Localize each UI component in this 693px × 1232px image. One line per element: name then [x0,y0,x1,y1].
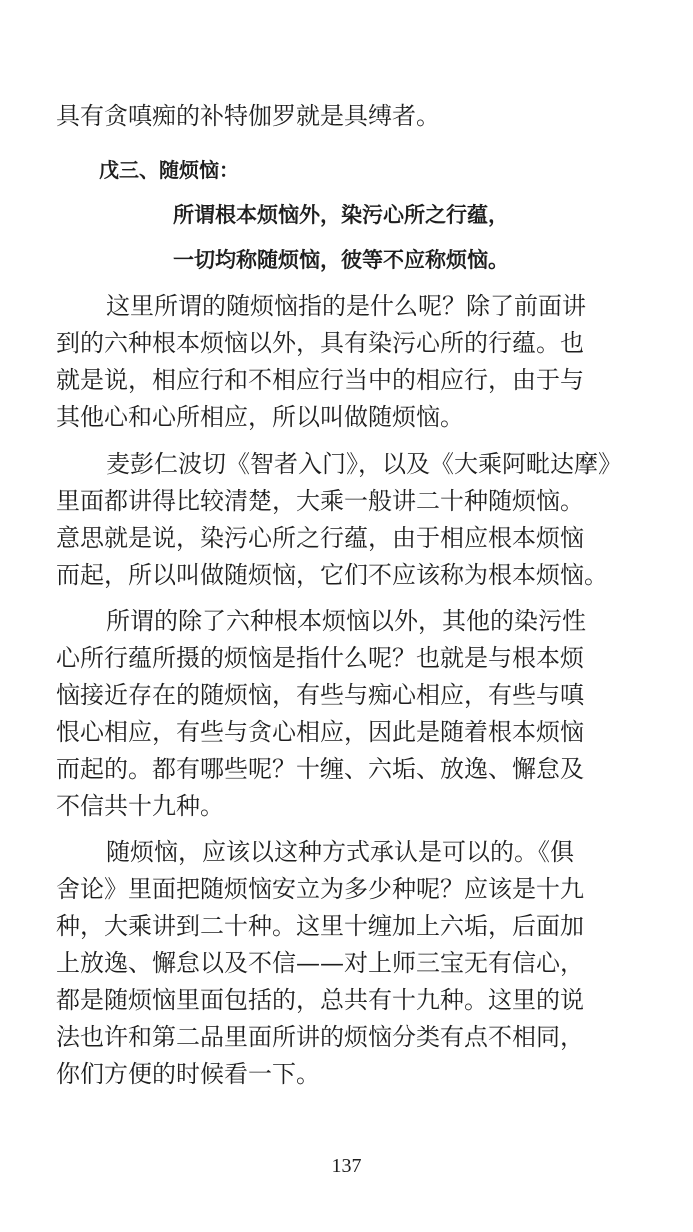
paragraph-line: 其他心和心所相应，所以叫做随烦恼。 [56,403,464,431]
paragraph-line: 到的六种根本烦恼以外，具有染污心所的行蕴。也 [56,329,584,357]
paragraph-line: 意思就是说，染污心所之行蕴，由于相应根本烦恼 [56,524,584,552]
continuation-line: 具有贪嗔痴的补特伽罗就是具缚者。 [56,102,440,130]
paragraph-line: 舍论》里面把随烦恼安立为多少种呢？应该是十九 [56,875,584,903]
paragraph-line: 所谓的除了六种根本烦恼以外，其他的染污性 [106,607,586,635]
paragraph-line: 心所行蕴所摄的烦恼是指什么呢？也就是与根本烦 [56,644,584,672]
paragraph-line: 就是说，相应行和不相应行当中的相应行，由于与 [56,366,584,394]
paragraph-line: 恨心相应，有些与贪心相应，因此是随着根本烦恼 [56,718,584,746]
page-number: 137 [331,1155,362,1177]
paragraph-line: 都是随烦恼里面包括的，总共有十九种。这里的说 [56,986,584,1014]
paragraph-line: 随烦恼，应该以这种方式承认是可以的。《俱 [106,838,574,866]
paragraph-line: 而起的。都有哪些呢？十缠、六垢、放逸、懈怠及 [56,755,584,783]
paragraph-line: 恼接近存在的随烦恼，有些与痴心相应，有些与嗔 [56,681,584,709]
paragraph-line: 这里所谓的随烦恼指的是什么呢？除了前面讲 [106,292,586,320]
verse-line: 一切均称随烦恼，彼等不应称烦恼。 [173,248,509,272]
paragraph-line: 不信共十九种。 [56,792,224,820]
paragraph-line: 麦彭仁波切《智者入门》，以及《大乘阿毗达摩》 [106,450,622,478]
section-heading: 戊三、随烦恼： [99,158,239,182]
paragraph-line: 法也许和第二品里面所讲的烦恼分类有点不相同， [56,1023,584,1051]
paragraph-line: 里面都讲得比较清楚，大乘一般讲二十种随烦恼。 [56,487,584,515]
paragraph-line: 你们方便的时候看一下。 [56,1060,320,1088]
paragraph-line: 而起，所以叫做随烦恼，它们不应该称为根本烦恼。 [56,561,608,589]
paragraph-line: 上放逸、懈怠以及不信——对上师三宝无有信心， [56,949,584,977]
verse-line: 所谓根本烦恼外，染污心所之行蕴， [173,203,509,227]
paragraph-line: 种，大乘讲到二十种。这里十缠加上六垢，后面加 [56,912,584,940]
